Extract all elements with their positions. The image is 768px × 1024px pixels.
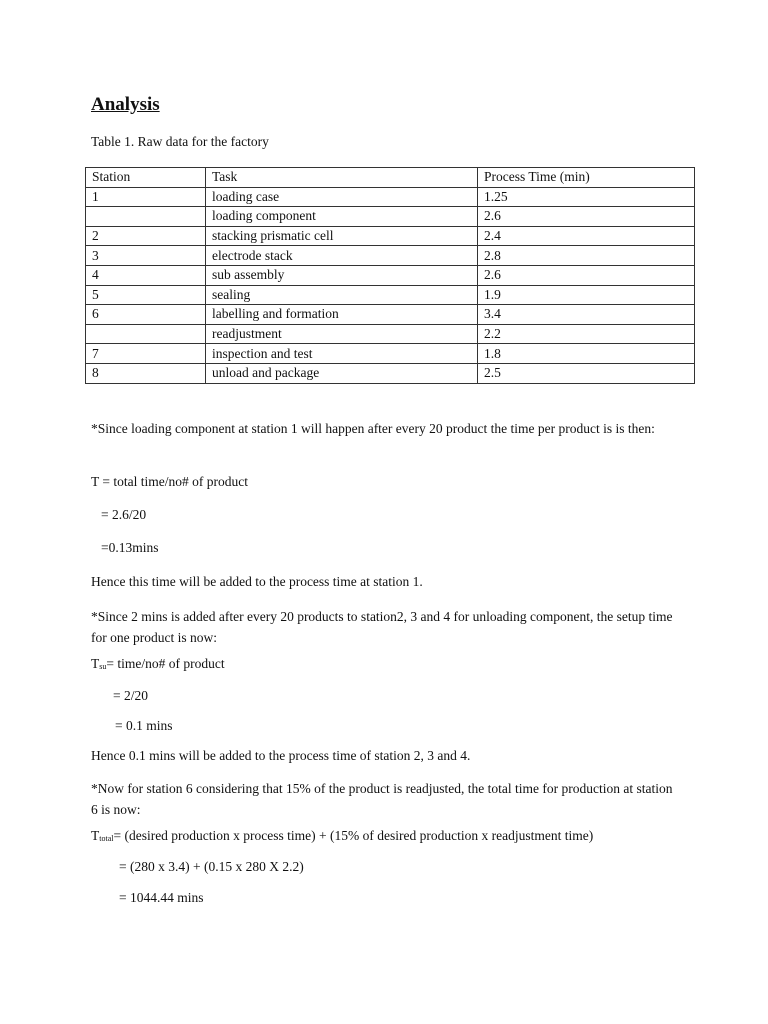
cell-station: 2 (86, 226, 206, 246)
cell-time: 2.6 (478, 207, 695, 227)
table-row (86, 285, 695, 305)
cell-task: electrode stack (206, 246, 478, 266)
cell-time: 3.4 (478, 305, 695, 325)
cell-time: 2.6 (478, 265, 695, 285)
cell-time: 2.8 (478, 246, 695, 266)
header-task: Task (206, 168, 478, 188)
paragraph-loading-component: *Since loading component at station 1 will happen after every 20 product the time per product is is then: (91, 421, 655, 436)
cell-station: 5 (86, 285, 206, 305)
cell-time: 1.25 (478, 187, 695, 207)
equation-symbol: T (91, 828, 100, 843)
paragraph-setup-time: *Since 2 mins is added after every 20 products to station2, 3 and 4 for unloading component, the setup time for one product is now: (91, 609, 673, 645)
cell-task: inspection and test (206, 344, 478, 364)
cell-station: 6 (86, 305, 206, 325)
table-row (86, 305, 695, 325)
equation-subscript: total (99, 834, 114, 843)
cell-task: unload and package (206, 363, 478, 383)
cell-task: loading case (206, 187, 478, 207)
cell-task: labelling and formation (206, 305, 478, 325)
cell-station: 7 (86, 344, 206, 364)
cell-task: stacking prismatic cell (206, 226, 478, 246)
equation-step: = 2/20 (113, 688, 148, 703)
header-station: Station (86, 168, 206, 188)
cell-time: 2.4 (478, 226, 695, 246)
raw-data-table (85, 167, 695, 384)
equation-setup-time (91, 656, 225, 672)
equation-body: = time/no# of product (106, 656, 225, 671)
table-row (86, 265, 695, 285)
cell-time: 1.8 (478, 344, 695, 364)
equation-time-per-product: T = total time/no# of product (91, 474, 248, 489)
paragraph-readjustment: *Now for station 6 considering that 15% of the product is readjusted, the total time for production at station 6 is now: (91, 781, 673, 817)
equation-subscript: su (99, 662, 107, 671)
paragraph-station1-note: Hence this time will be added to the process time at station 1. (91, 574, 423, 589)
cell-station (86, 324, 206, 344)
equation-result: =0.13mins (101, 540, 159, 555)
table-row (86, 363, 695, 383)
cell-time: 2.5 (478, 363, 695, 383)
equation-result: = 1044.44 mins (119, 890, 204, 905)
cell-time: 1.9 (478, 285, 695, 305)
cell-station: 8 (86, 363, 206, 383)
equation-step: = (280 x 3.4) + (0.15 x 280 X 2.2) (119, 859, 304, 874)
table-row (86, 207, 695, 227)
cell-task: sealing (206, 285, 478, 305)
cell-station: 3 (86, 246, 206, 266)
table-header-row (86, 168, 695, 188)
equation-body: = (desired production x process time) + (15% of desired production x readjustment time) (113, 828, 594, 843)
paragraph-station234-note: Hence 0.1 mins will be added to the process time of station 2, 3 and 4. (91, 748, 471, 763)
cell-task: sub assembly (206, 265, 478, 285)
table-row (86, 344, 695, 364)
header-process-time: Process Time (min) (478, 168, 695, 188)
equation-total-time (91, 828, 593, 844)
table-row (86, 226, 695, 246)
table-row (86, 187, 695, 207)
equation-result: = 0.1 mins (115, 718, 173, 733)
cell-task: readjustment (206, 324, 478, 344)
table-row (86, 246, 695, 266)
cell-station: 4 (86, 265, 206, 285)
cell-time: 2.2 (478, 324, 695, 344)
cell-station (86, 207, 206, 227)
table-caption: Table 1. Raw data for the factory (91, 134, 269, 149)
cell-task: loading component (206, 207, 478, 227)
table-row (86, 324, 695, 344)
page-heading: Analysis (91, 94, 160, 115)
cell-station: 1 (86, 187, 206, 207)
equation-symbol: T (91, 656, 100, 671)
equation-step: = 2.6/20 (101, 507, 147, 522)
